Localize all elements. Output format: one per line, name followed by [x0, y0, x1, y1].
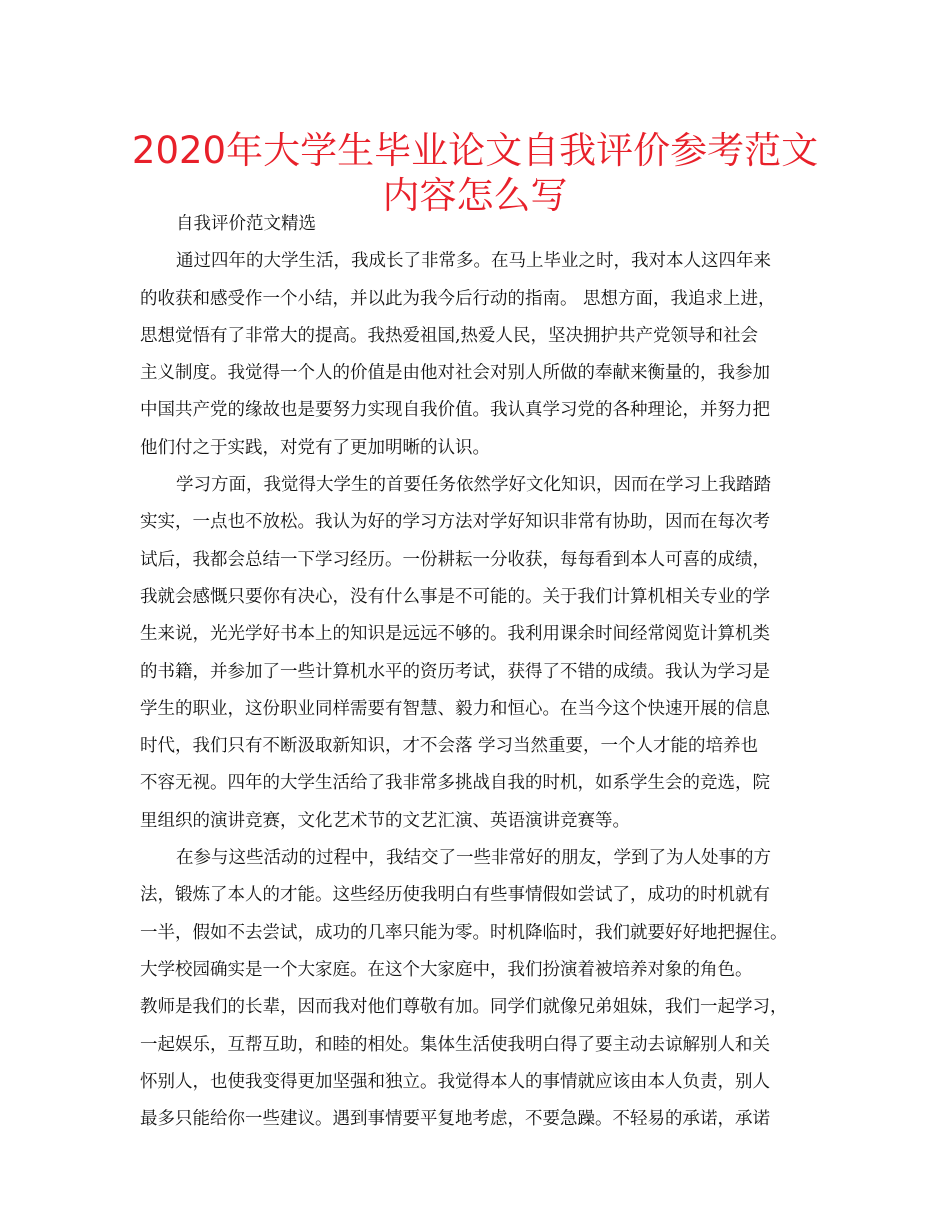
document-title-line-1: 2020年大学生毕业论文自我评价参考范文 [131, 129, 819, 172]
body-line: 最多只能给你一些建议。遇到事情要平复地考虑，不要急躁。不轻易的承诺，承诺 [140, 1109, 770, 1130]
section-heading: 自我评价范文精选 [176, 214, 316, 234]
body-line: 教师是我们的长辈，因而我对他们尊敬有加。同学们就像兄弟姐妹，我们一起学习， [140, 997, 788, 1018]
body-line: 一起娱乐，互帮互助，和睦的相处。集体生活使我明白得了要主动去谅解别人和关 [140, 1034, 770, 1055]
body-line: 在参与这些活动的过程中，我结交了一些非常好的朋友，学到了为人处事的方 [176, 848, 771, 869]
body-line: 我就会感慨只要你有决心，没有什么事是不可能的。关于我们计算机相关专业的学 [140, 586, 770, 607]
body-line: 不容无视。四年的大学生活给了我非常多挑战自我的时机，如系学生会的竞选，院 [140, 773, 770, 794]
body-line: 大学校园确实是一个大家庭。在这个大家庭中，我们扮演着被培养对象的角色。 [140, 959, 753, 980]
document-title-line-2: 内容怎么写 [382, 174, 568, 217]
body-line: 学生的职业，这份职业同样需要有智慧、毅力和恒心。在当今这个快速开展的信息 [140, 698, 770, 719]
body-line: 法，锻炼了本人的才能。这些经历使我明白有些事情假如尝试了，成功的时机就有 [140, 885, 770, 906]
body-line: 怀别人，也使我变得更加坚强和独立。我觉得本人的事情就应该由本人负责，别人 [140, 1071, 770, 1092]
document-body [140, 206, 830, 1138]
body-line: 中国共产党的缘故也是要努力实现自我价值。我认真学习党的各种理论，并努力把 [140, 400, 770, 421]
body-line: 他们付之于实践，对党有了更加明晰的认识。 [140, 437, 490, 458]
body-line: 实实，一点也不放松。我认为好的学习方法对学好知识非常有协助，因而在每次考 [140, 512, 770, 533]
body-line: 的书籍，并参加了一些计算机水平的资历考试，获得了不错的成绩。我认为学习是 [140, 661, 770, 682]
body-line: 思想觉悟有了非常大的提高。我热爱祖国,热爱人民，坚决拥护共产党领导和社会 [140, 325, 759, 346]
body-line: 通过四年的大学生活，我成长了非常多。在马上毕业之时，我对本人这四年来 [176, 251, 771, 272]
body-line: 一半，假如不去尝试，成功的几率只能为零。时机降临时，我们就要好好地把握住。 [140, 922, 788, 943]
body-line: 生来说，光光学好书本上的知识是远远不够的。我利用课余时间经常阅览计算机类 [140, 624, 770, 645]
body-line: 试后，我都会总结一下学习经历。一份耕耘一分收获，每每看到本人可喜的成绩， [140, 549, 770, 570]
body-line: 的收获和感受作一个小结，并以此为我今后行动的指南。 思想方面，我追求上进， [140, 288, 776, 309]
body-line: 时代，我们只有不断汲取新知识，才不会落 学习当然重要，一个人才能的培养也 [140, 736, 759, 757]
body-line: 里组织的演讲竞赛，文化艺术节的文艺汇演、英语演讲竞赛等。 [140, 810, 630, 831]
body-line: 主义制度。我觉得一个人的价值是由他对社会对别人所做的奉献来衡量的，我参加 [140, 363, 770, 384]
body-line: 学习方面，我觉得大学生的首要任务依然学好文化知识，因而在学习上我踏踏 [176, 475, 771, 496]
